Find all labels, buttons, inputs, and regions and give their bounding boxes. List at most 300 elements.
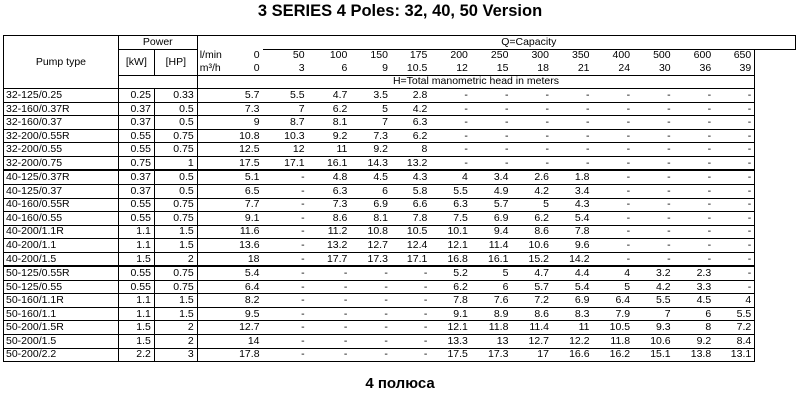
head-value-cell: 11.4 [511,321,552,335]
head-value-cell: 17.8 [232,348,262,362]
head-value-cell: - [263,225,308,239]
head-value-cell: 3.5 [350,89,391,103]
head-value-cell: - [471,143,512,157]
head-value-cell: - [714,239,755,253]
head-value-cell: - [391,294,430,308]
head-value-cell: - [350,307,391,321]
head-value-cell: 5.7 [511,280,552,294]
head-value-cell: 10.5 [391,225,430,239]
kw-cell: 1.1 [118,294,154,308]
head-value-cell: 10.5 [593,321,634,335]
unit-blank-cell [197,198,232,212]
kw-cell: 1.5 [118,335,154,349]
head-value-cell: - [263,252,308,266]
hp-cell: 1.5 [154,307,197,321]
pump-type-cell: 32-200/0.55R [4,129,119,143]
unit-m3h: m³/h [199,62,221,74]
head-value-cell: 6 [471,280,512,294]
head-value-cell: - [674,143,715,157]
head-value-cell: 4.4 [552,266,593,280]
head-value-cell: - [552,143,593,157]
table-row [4,129,796,143]
kw-cell: 0.55 [118,212,154,226]
head-value-cell: 14.3 [350,156,391,170]
head-value-cell: - [633,116,674,130]
table-row [4,280,796,294]
head-value-cell: 8.6 [511,307,552,321]
head-value-cell: - [674,156,715,170]
head-value-cell: - [714,156,755,170]
table-row [4,239,796,253]
head-value-cell: 8.3 [552,307,593,321]
kw-cell: 1.5 [118,252,154,266]
head-value-cell: - [308,280,351,294]
head-value-cell: 3.4 [552,185,593,199]
kw-cell: 0.75 [118,156,154,170]
pump-type-cell: 40-160/0.55R [4,198,119,212]
head-value-cell: - [633,156,674,170]
head-value-cell: 13.1 [714,348,755,362]
head-value-cell: - [674,116,715,130]
head-value-cell: - [471,116,512,130]
head-value-cell: - [593,156,634,170]
head-value-cell: 7.3 [232,102,262,116]
head-value-cell: 7.9 [593,307,634,321]
head-value-cell: 4.7 [511,266,552,280]
head-value-cell: 7.5 [430,212,471,226]
lmin-value: 200 [450,49,468,62]
table-row [4,143,796,157]
head-value-cell: - [308,348,351,362]
head-value-cell: - [552,116,593,130]
head-value-cell: - [308,266,351,280]
head-value-cell: 5 [350,102,391,116]
head-value-cell: 5.7 [232,89,262,103]
head-value-cell: - [511,143,552,157]
head-value-cell: - [593,170,634,184]
head-value-cell: - [633,239,674,253]
unit-blank-cell [197,212,232,226]
head-value-cell: 4.2 [511,185,552,199]
head-value-cell: 11.2 [308,225,351,239]
m3h-value: 36 [699,62,712,74]
head-value-cell: - [263,321,308,335]
head-value-cell: 1.8 [552,170,593,184]
hp-cell: 1.5 [154,225,197,239]
head-value-cell: 8.6 [511,225,552,239]
head-value-cell: 13.8 [674,348,715,362]
head-value-cell: - [714,143,755,157]
head-value-cell: - [714,170,755,184]
head-value-cell: 7.7 [232,198,262,212]
hp-cell: 0.75 [154,129,197,143]
pump-type-cell: 32-200/0.75 [4,156,119,170]
lmin-value: 150 [370,49,388,62]
kw-cell: 0.37 [118,170,154,184]
head-value-cell: 7.3 [308,198,351,212]
head-value-cell: 5 [471,266,512,280]
head-value-cell: 8.2 [232,294,262,308]
head-value-cell: - [263,198,308,212]
head-value-cell: 12.4 [391,239,430,253]
head-value-cell: 5 [511,198,552,212]
head-value-cell: 12.1 [430,321,471,335]
head-value-cell: 10.3 [263,129,308,143]
head-value-cell: 13 [471,335,512,349]
hp-cell: 2 [154,321,197,335]
head-value-cell: 6.4 [593,294,634,308]
head-value-cell: 6.5 [232,185,262,199]
head-value-cell: 15.1 [633,348,674,362]
lmin-value: 50 [292,49,305,62]
head-value-cell: - [308,321,351,335]
head-value-cell: 12.2 [552,335,593,349]
head-value-cell: - [263,239,308,253]
table-row [4,335,796,349]
head-value-cell: - [391,321,430,335]
pump-type-cell: 40-200/1.5 [4,252,119,266]
head-value-cell: 7 [350,116,391,130]
head-value-cell: - [674,170,715,184]
head-value-cell: - [308,335,351,349]
head-value-cell: 10.1 [430,225,471,239]
head-value-cell: - [714,266,755,280]
kw-cell: 0.37 [118,116,154,130]
head-value-cell: 12.7 [511,335,552,349]
head-value-cell: 2.3 [674,266,715,280]
head-value-cell: 4 [593,266,634,280]
head-value-cell: 7.2 [714,321,755,335]
pump-type-cell: 50-200/2.2 [4,348,119,362]
pump-type-cell: 40-125/0.37R [4,170,119,184]
head-value-cell: 6.3 [430,198,471,212]
head-value-cell: 9 [232,116,262,130]
hp-cell: 0.33 [154,89,197,103]
head-value-cell: - [511,102,552,116]
head-value-cell: 2.8 [391,89,430,103]
head-value-cell: - [391,280,430,294]
head-value-cell: - [430,156,471,170]
head-value-cell: - [430,89,471,103]
head-value-cell: - [552,156,593,170]
head-value-cell: - [714,280,755,294]
table-row [4,198,796,212]
head-value-cell: 11.6 [232,225,262,239]
head-value-cell: - [511,89,552,103]
head-value-cell: 11 [552,321,593,335]
lmin-value: 400 [612,49,631,62]
head-value-cell: 9.1 [430,307,471,321]
head-value-cell: 5.1 [232,170,262,184]
kw-cell: 0.55 [118,266,154,280]
m3h-value: 0 [253,62,260,74]
head-value-cell: 4.5 [350,170,391,184]
hp-cell: 2 [154,252,197,266]
head-value-cell: - [714,185,755,199]
head-value-cell: 16.2 [593,348,634,362]
head-value-cell: 3.3 [674,280,715,294]
m3h-value: 3 [298,62,305,74]
table-row [4,348,796,362]
head-value-cell: 9.6 [552,239,593,253]
head-value-cell: - [593,143,634,157]
head-value-cell: 5.7 [471,198,512,212]
head-value-cell: 5.2 [430,266,471,280]
lmin-value: 0 [253,49,260,62]
head-value-cell: 5.5 [633,294,674,308]
kw-cell: 0.55 [118,129,154,143]
head-value-cell: 12.5 [232,143,262,157]
kw-cell: 0.37 [118,185,154,199]
pump-type-cell: 32-160/0.37 [4,116,119,130]
head-value-cell: 12 [263,143,308,157]
head-value-cell: - [430,116,471,130]
head-value-cell: 8.9 [471,307,512,321]
head-value-cell: 6.2 [391,129,430,143]
head-value-cell: - [633,198,674,212]
head-value-cell: - [593,116,634,130]
head-value-cell: - [633,102,674,116]
m3h-value: 15 [496,62,509,74]
m3h-value: 24 [618,62,631,74]
pump-type-cell: 40-160/0.55 [4,212,119,226]
head-value-cell: - [263,294,308,308]
lmin-value: 350 [572,49,590,62]
lmin-value: 250 [490,49,509,62]
head-value-cell: 7.2 [511,294,552,308]
pump-type-cell: 50-125/0.55R [4,266,119,280]
head-value-cell: - [714,212,755,226]
hp-cell: 0.5 [154,170,197,184]
hp-cell: 0.5 [154,116,197,130]
head-value-cell: - [633,143,674,157]
unit-blank-cell [197,252,232,266]
head-value-cell: 4.8 [308,170,351,184]
unit-blank-cell [197,266,232,280]
head-value-cell: 16.6 [552,348,593,362]
pump-type-cell: 50-200/1.5 [4,335,119,349]
unit-blank-cell [197,307,232,321]
pump-type-cell: 40-125/0.37 [4,185,119,199]
table-row [4,294,796,308]
capacity-header: Q=Capacity [263,36,796,50]
head-value-cell: - [511,156,552,170]
head-value-cell: 13.2 [308,239,351,253]
head-value-cell: - [263,185,308,199]
head-value-cell: - [674,212,715,226]
head-value-cell: 7.3 [350,129,391,143]
unit-blank-cell [197,239,232,253]
unit-blank-cell [197,89,232,103]
head-value-cell: 17.3 [471,348,512,362]
head-value-cell: - [593,89,634,103]
head-value-cell: 9.2 [674,335,715,349]
head-value-cell: 17.1 [391,252,430,266]
head-value-cell: 10.8 [350,225,391,239]
head-value-cell: - [714,102,755,116]
m3h-value: 18 [537,62,549,74]
head-value-cell: - [263,266,308,280]
m3h-value: 12 [456,62,468,74]
table-row [4,156,796,170]
head-value-cell: 6.9 [350,198,391,212]
table-row [4,102,796,116]
hp-cell: 1 [154,156,197,170]
hp-cell: 1.5 [154,239,197,253]
head-value-cell: 5.5 [263,89,308,103]
kw-header: [kW] [118,49,154,75]
power-blank [118,75,197,89]
head-value-cell: - [263,170,308,184]
head-value-cell: - [350,266,391,280]
head-value-cell: - [633,89,674,103]
head-value-cell: - [511,116,552,130]
head-value-cell: - [471,102,512,116]
head-value-cell: 8.7 [263,116,308,130]
unit-lmin: l/min [199,49,222,62]
head-value-cell: - [714,89,755,103]
head-value-cell: 7.6 [471,294,512,308]
head-value-cell: - [714,198,755,212]
hp-cell: 0.5 [154,102,197,116]
table-row [4,185,796,199]
head-value-cell: - [430,143,471,157]
head-value-cell: 6.2 [430,280,471,294]
hp-cell: 0.75 [154,143,197,157]
head-value-cell: - [714,252,755,266]
head-value-cell: - [511,129,552,143]
head-value-cell: 4 [430,170,471,184]
table-row [4,116,796,130]
head-value-cell: - [350,348,391,362]
head-value-cell: 17 [511,348,552,362]
lmin-value: 650 [714,49,755,62]
head-value-cell: - [674,225,715,239]
head-value-cell: 8.4 [714,335,755,349]
head-value-cell: - [471,89,512,103]
unit-blank-cell [197,102,232,116]
head-value-cell: 16.8 [430,252,471,266]
table-row [4,89,796,103]
head-value-cell: 5 [593,280,634,294]
head-value-cell: 2.6 [511,170,552,184]
head-value-cell: 13.6 [232,239,262,253]
head-value-cell: 8 [674,321,715,335]
head-value-cell: 6.9 [471,212,512,226]
head-value-cell: 8.1 [308,116,351,130]
head-value-cell: - [633,212,674,226]
lmin-value: 500 [653,49,671,62]
hp-cell: 3 [154,348,197,362]
head-value-cell: - [633,185,674,199]
page-title: 3 SERIES 4 Poles: 32, 40, 50 Version [257,2,543,20]
head-value-cell: - [633,252,674,266]
m3h-value: 21 [577,62,590,74]
head-value-cell: 17.1 [263,156,308,170]
unit-blank-cell [197,156,232,170]
head-value-cell: - [263,280,308,294]
head-value-cell: 4.2 [633,280,674,294]
kw-cell: 2.2 [118,348,154,362]
table-row [4,170,796,184]
unit-blank-cell [197,116,232,130]
pump-type-cell: 50-125/0.55 [4,280,119,294]
head-value-cell: - [350,280,391,294]
kw-cell: 0.37 [118,102,154,116]
head-value-cell: 11.8 [593,335,634,349]
kw-cell: 1.5 [118,321,154,335]
head-value-cell: 15.2 [511,252,552,266]
head-value-cell: 9.2 [308,129,351,143]
pump-type-header: Pump type [4,36,119,89]
hp-cell: 0.75 [154,266,197,280]
head-value-cell: 18 [232,252,262,266]
power-header: Power [118,36,197,50]
kw-cell: 1.1 [118,307,154,321]
kw-cell: 0.55 [118,198,154,212]
head-value-cell: 6.9 [552,294,593,308]
head-value-cell: - [350,294,391,308]
kw-cell: 0.25 [118,89,154,103]
head-value-cell: - [263,307,308,321]
head-value-cell: 10.6 [511,239,552,253]
head-value-cell: - [674,129,715,143]
head-value-cell: - [263,348,308,362]
head-value-cell: - [593,212,634,226]
head-value-cell: - [633,170,674,184]
unit-blank-cell [197,294,232,308]
head-value-cell: - [552,129,593,143]
head-value-cell: 10.8 [232,129,262,143]
head-value-cell: - [263,335,308,349]
unit-blank-cell [197,321,232,335]
pump-type-cell: 32-160/0.37R [4,102,119,116]
table-row [4,321,796,335]
hp-cell: 1.5 [154,294,197,308]
head-value-cell: 8.6 [308,212,351,226]
head-value-cell: 17.5 [232,156,262,170]
kw-cell: 1.1 [118,225,154,239]
head-value-cell: - [593,225,634,239]
head-value-cell: 11.4 [471,239,512,253]
page-subtitle: 4 полюса [365,375,435,392]
head-value-cell: 6.2 [511,212,552,226]
head-value-cell: 7 [633,307,674,321]
pump-type-cell: 50-160/1.1R [4,294,119,308]
hp-cell: 0.75 [154,212,197,226]
head-value-cell: - [471,156,512,170]
m3h-value: 6 [341,62,348,74]
unit-blank-cell [197,129,232,143]
head-value-cell: - [633,129,674,143]
head-value-cell: - [471,129,512,143]
head-value-cell: 4.3 [391,170,430,184]
head-value-cell: 6 [674,307,715,321]
head-value-cell: 11 [308,143,351,157]
head-value-cell: 5.5 [714,307,755,321]
head-value-cell: - [391,348,430,362]
unit-blank-cell [197,170,232,184]
head-value-cell: 8 [391,143,430,157]
m3h-value: 30 [658,62,671,74]
head-value-cell: - [593,102,634,116]
lmin-value: 600 [693,49,712,62]
head-value-cell: 9.1 [232,212,262,226]
head-value-cell: 7.8 [391,212,430,226]
head-value-cell: 6.2 [308,102,351,116]
head-value-cell: 9.3 [633,321,674,335]
head-value-cell: 7.8 [552,225,593,239]
